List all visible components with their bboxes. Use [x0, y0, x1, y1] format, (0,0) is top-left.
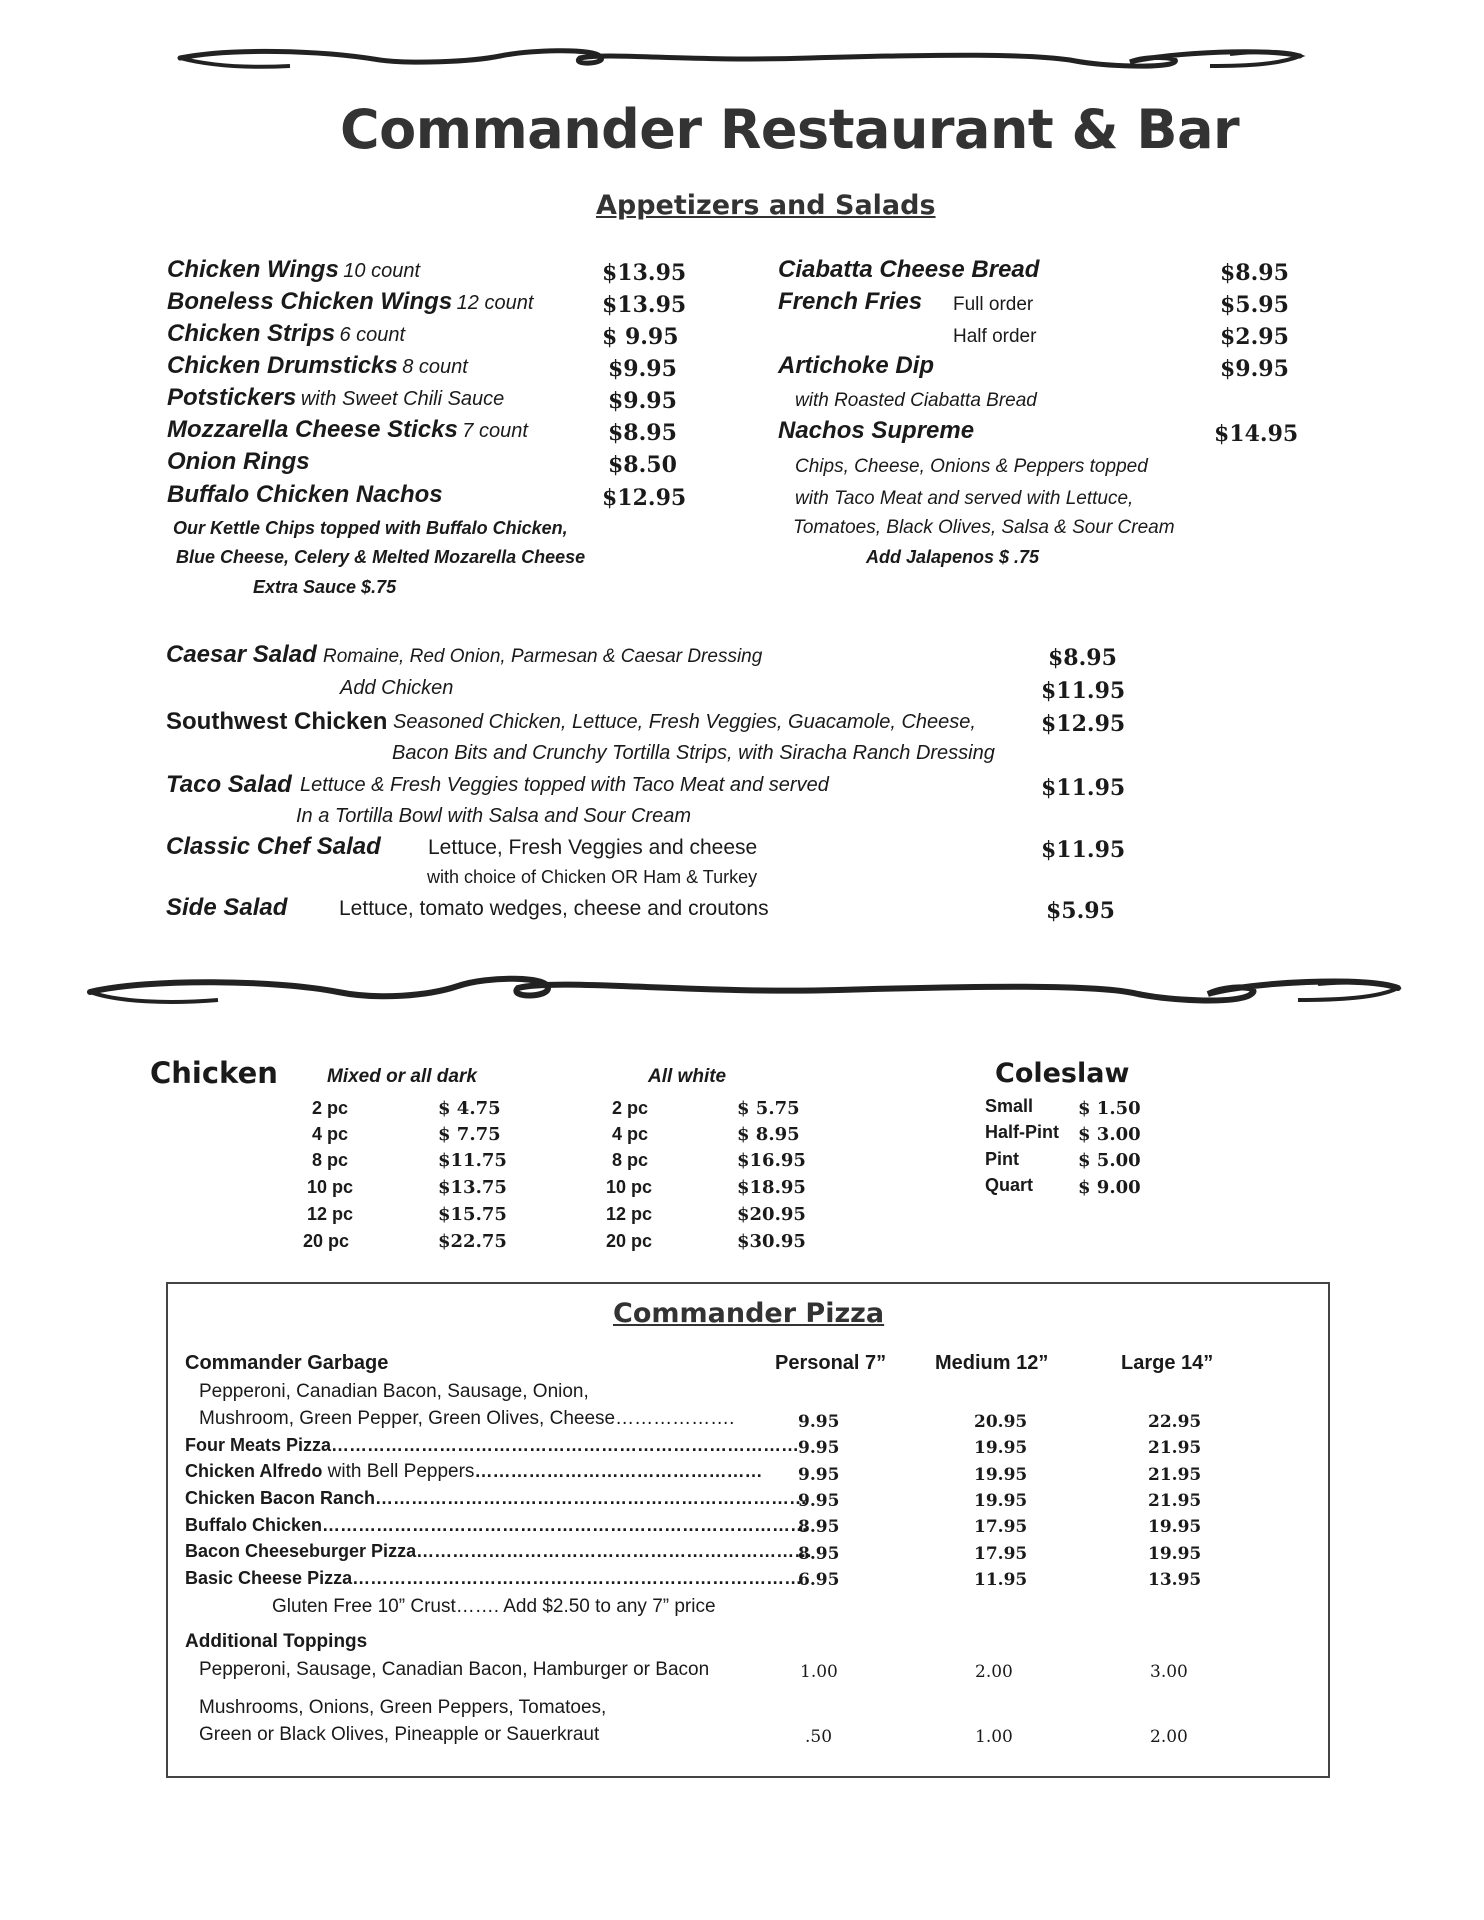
- table-cell: $ 3.00: [1078, 1124, 1141, 1145]
- table-cell: $13.75: [438, 1177, 507, 1198]
- item-description: Bacon Bits and Crunchy Tortilla Strips, with Siracha Ranch Dressing: [392, 742, 995, 764]
- table-cell: $20.95: [737, 1204, 806, 1225]
- item-description: Lettuce & Fresh Veggies topped with Taco Meat and served: [300, 774, 829, 796]
- table-cell: 21.95: [1148, 1465, 1202, 1485]
- table-cell: 19.95: [1148, 1517, 1202, 1537]
- list-item: Chicken Drumsticks 8 count: [167, 352, 468, 379]
- item-description: Mushroom, Green Pepper, Green Olives, Cheese……………….: [199, 1408, 735, 1429]
- list-item: Southwest Chicken: [166, 708, 388, 735]
- table-cell: 20 pc: [303, 1231, 350, 1251]
- table-cell: 1.00: [975, 1727, 1013, 1747]
- item-price: $8.95: [1220, 260, 1289, 286]
- table-cell: 2.00: [975, 1662, 1013, 1682]
- list-item: Caesar Salad: [166, 641, 317, 668]
- list-item: Mozzarella Cheese Sticks 7 count: [167, 416, 528, 443]
- item-description: In a Tortilla Bowl with Salsa and Sour Cream: [296, 805, 691, 827]
- table-cell: 9.95: [798, 1412, 840, 1432]
- table-cell: 13.95: [1148, 1570, 1202, 1590]
- table-cell: 11.95: [974, 1570, 1028, 1590]
- item-price: $ 9.95: [602, 324, 679, 350]
- table-cell: 19.95: [974, 1465, 1028, 1485]
- fries-half-label: Half order: [953, 326, 1037, 347]
- table-cell: $11.75: [438, 1150, 507, 1171]
- list-item: Chicken Strips 6 count: [167, 320, 406, 347]
- item-price: $9.95: [608, 356, 677, 382]
- item-price: $5.95: [1220, 292, 1289, 318]
- chicken-heading: Chicken: [150, 1056, 278, 1090]
- list-item: Classic Chef Salad: [166, 833, 381, 860]
- item-price: $12.95: [1041, 711, 1126, 737]
- table-row: Chicken Alfredo with Bell Peppers…………………………………………: [185, 1461, 763, 1482]
- topping-description: Mushrooms, Onions, Green Peppers, Tomatoes,: [199, 1697, 607, 1718]
- list-item: Potstickers with Sweet Chili Sauce: [167, 384, 505, 411]
- list-item: Ciabatta Cheese Bread: [778, 256, 1040, 283]
- table-cell: 19.95: [974, 1438, 1028, 1458]
- item-description: Our Kettle Chips topped with Buffalo Chicken,: [173, 518, 568, 538]
- table-row: Four Meats Pizza……………………………………………………………………: [185, 1435, 800, 1455]
- table-cell: 12 pc: [606, 1204, 653, 1224]
- table-cell: 17.95: [974, 1544, 1028, 1564]
- toppings-heading: Additional Toppings: [185, 1631, 368, 1652]
- item-price: $13.95: [602, 260, 687, 286]
- item-description: Romaine, Red Onion, Parmesan & Caesar Dressing: [323, 646, 763, 667]
- table-cell: 10 pc: [307, 1177, 354, 1197]
- column-header: Personal 7”: [775, 1352, 887, 1374]
- table-row: Basic Cheese Pizza…………………………………………………………………: [185, 1568, 803, 1588]
- table-cell: 19.95: [974, 1491, 1028, 1511]
- table-cell: 6.95: [798, 1570, 840, 1590]
- item-description: Chips, Cheese, Onions & Peppers topped: [795, 456, 1148, 477]
- table-cell: 8 pc: [612, 1150, 649, 1170]
- table-cell: $ 1.50: [1078, 1098, 1141, 1119]
- topping-description: Pepperoni, Sausage, Canadian Bacon, Hamburger or Bacon: [199, 1659, 710, 1680]
- fries-full-label: Full order: [953, 294, 1034, 315]
- table-cell: 9.95: [798, 1465, 840, 1485]
- item-addon: Add Jalapenos $ .75: [866, 547, 1040, 567]
- item-description: with choice of Chicken OR Ham & Turkey: [427, 867, 758, 887]
- item-price: $11.95: [1041, 678, 1126, 704]
- table-cell: $ 8.95: [737, 1124, 800, 1145]
- list-item: Boneless Chicken Wings 12 count: [167, 288, 534, 315]
- table-row: Buffalo Chicken………………………………………………………………………: [185, 1515, 809, 1535]
- table-cell: .50: [805, 1727, 833, 1747]
- item-description: Lettuce, tomato wedges, cheese and croutons: [339, 897, 769, 920]
- table-cell: 20.95: [974, 1412, 1028, 1432]
- pizza-heading: Commander Pizza: [613, 1298, 885, 1329]
- list-item: Onion Rings: [167, 448, 310, 475]
- list-item: French Fries: [778, 288, 923, 315]
- item-description: Blue Cheese, Celery & Melted Mozarella Cheese: [176, 547, 586, 567]
- middle-flourish: [78, 970, 1408, 1020]
- item-price: $9.95: [1220, 356, 1289, 382]
- item-price: $9.95: [608, 388, 677, 414]
- table-cell: 2 pc: [312, 1098, 349, 1118]
- table-cell: 3.00: [1150, 1662, 1188, 1682]
- table-cell: $ 5.00: [1078, 1150, 1141, 1171]
- table-cell: 20 pc: [606, 1231, 653, 1251]
- table-cell: 17.95: [974, 1517, 1028, 1537]
- table-cell: $15.75: [438, 1204, 507, 1225]
- table-cell: $16.95: [737, 1150, 806, 1171]
- list-item: Artichoke Dip: [778, 352, 935, 379]
- item-price: $8.50: [608, 452, 677, 478]
- item-description: Lettuce, Fresh Veggies and cheese: [428, 836, 758, 859]
- table-cell: 8.95: [798, 1544, 840, 1564]
- table-cell: Pint: [985, 1149, 1019, 1169]
- table-cell: 22.95: [1148, 1412, 1202, 1432]
- table-row: Bacon Cheeseburger Pizza…………………………………………………………: [185, 1541, 813, 1561]
- column-header: Mixed or all dark: [327, 1066, 477, 1087]
- table-cell: Small: [985, 1096, 1034, 1116]
- list-item: Nachos Supreme: [778, 417, 975, 444]
- column-header: Medium 12”: [935, 1352, 1049, 1374]
- item-price: $8.95: [608, 420, 677, 446]
- item-description: Seasoned Chicken, Lettuce, Fresh Veggies, Guacamole, Cheese,: [393, 711, 976, 733]
- table-cell: 12 pc: [307, 1204, 354, 1224]
- table-cell: 1.00: [800, 1662, 838, 1682]
- item-addon: Extra Sauce $.75: [253, 577, 397, 597]
- table-cell: $22.75: [438, 1231, 507, 1252]
- column-header: All white: [648, 1066, 727, 1087]
- item-description: with Taco Meat and served with Lettuce,: [795, 488, 1134, 509]
- table-cell: 8.95: [798, 1517, 840, 1537]
- table-cell: Quart: [985, 1175, 1034, 1195]
- item-price: $11.95: [1041, 837, 1126, 863]
- item-price: $8.95: [1048, 645, 1117, 671]
- table-cell: $18.95: [737, 1177, 806, 1198]
- table-cell: 8 pc: [312, 1150, 349, 1170]
- table-cell: 2 pc: [612, 1098, 649, 1118]
- topping-description: Green or Black Olives, Pineapple or Sauerkraut: [199, 1724, 600, 1745]
- item-description: Tomatoes, Black Olives, Salsa & Sour Cream: [793, 517, 1175, 538]
- list-item: Side Salad: [166, 894, 288, 921]
- list-item: Buffalo Chicken Nachos: [167, 481, 443, 508]
- table-cell: Half-Pint: [985, 1122, 1059, 1142]
- table-cell: $ 7.75: [438, 1124, 501, 1145]
- table-cell: 19.95: [1148, 1544, 1202, 1564]
- table-cell: 9.95: [798, 1491, 840, 1511]
- item-price: $14.95: [1214, 421, 1299, 447]
- table-cell: 2.00: [1150, 1727, 1188, 1747]
- item-price: $11.95: [1041, 775, 1126, 801]
- item-description: with Roasted Ciabatta Bread: [795, 390, 1037, 411]
- item-price: $2.95: [1220, 324, 1289, 350]
- appetizers-heading: Appetizers and Salads: [596, 190, 936, 221]
- column-header: Large 14”: [1121, 1352, 1214, 1374]
- item-price: $12.95: [602, 485, 687, 511]
- table-cell: 21.95: [1148, 1491, 1202, 1511]
- table-row: Chicken Bacon Ranch………………………………………………………………: [185, 1488, 808, 1508]
- pizza-item-name: Commander Garbage: [185, 1352, 389, 1374]
- table-cell: $ 4.75: [438, 1098, 501, 1119]
- item-description: Pepperoni, Canadian Bacon, Sausage, Onion,: [199, 1381, 589, 1402]
- table-cell: 4 pc: [612, 1124, 649, 1144]
- table-cell: $ 5.75: [737, 1098, 800, 1119]
- gluten-free-note: Gluten Free 10” Crust……. Add $2.50 to any 7” price: [272, 1596, 716, 1617]
- item-price: $5.95: [1046, 898, 1115, 924]
- item-price: $13.95: [602, 292, 687, 318]
- table-cell: 4 pc: [312, 1124, 349, 1144]
- top-flourish: [170, 44, 1310, 84]
- table-cell: 10 pc: [606, 1177, 653, 1197]
- table-cell: $30.95: [737, 1231, 806, 1252]
- list-item: Chicken Wings 10 count: [167, 256, 420, 283]
- table-cell: $ 9.00: [1078, 1177, 1141, 1198]
- list-item: Taco Salad: [166, 771, 292, 798]
- page-title: Commander Restaurant & Bar: [340, 98, 1240, 161]
- coleslaw-heading: Coleslaw: [995, 1058, 1130, 1089]
- item-addon: Add Chicken: [340, 677, 454, 699]
- table-cell: 9.95: [798, 1438, 840, 1458]
- table-cell: 21.95: [1148, 1438, 1202, 1458]
